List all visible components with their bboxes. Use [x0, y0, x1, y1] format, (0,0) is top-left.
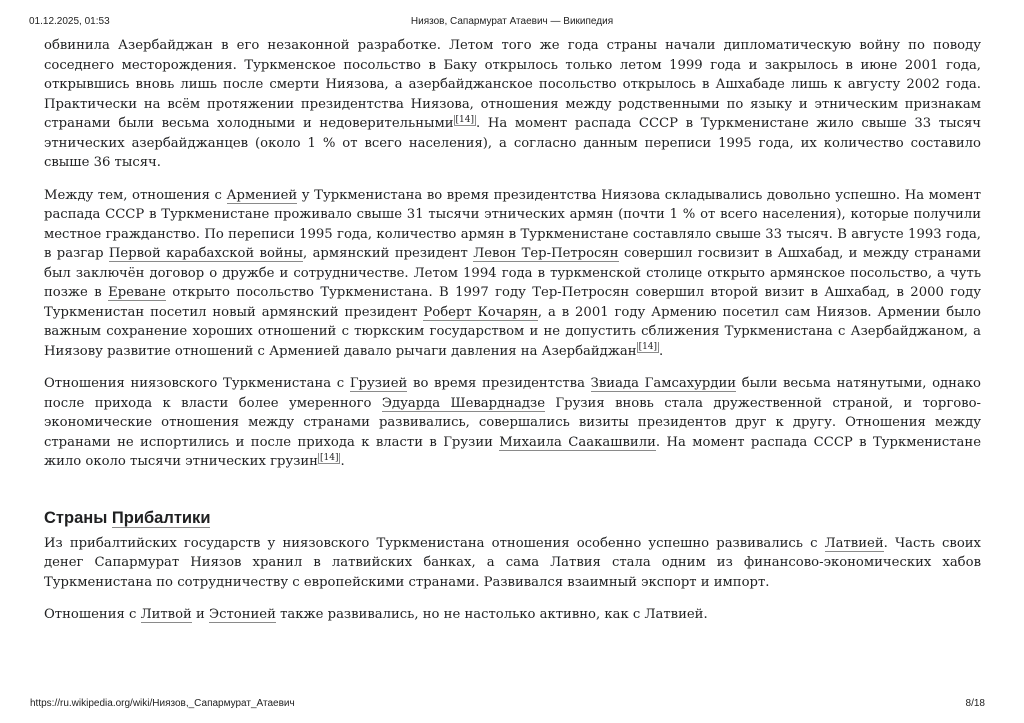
reference-link[interactable]: [14] — [638, 342, 658, 353]
paragraph-lithuania-estonia — [44, 605, 981, 625]
text: . На момент распада СССР в Туркменистане жило свыше 33 тысяч этнических азербайджанцев (около 1 % от всего населения), а согласно данным переписи 1995 года, их количество составило свыше 36 тысяч. — [44, 116, 981, 170]
link-baltic-states[interactable]: Прибалтики — [111, 508, 211, 527]
page-url: https://ru.wikipedia.org/wiki/Ниязов,_Сапармурат_Атаевич — [30, 698, 295, 709]
text: были весьма натянутыми, однако после прихода к власти более умеренного — [44, 376, 981, 411]
link-latvia[interactable]: Латвией — [824, 535, 884, 551]
link-zviad-gamsakhurdia[interactable]: Звиада Гамсахурдии — [590, 376, 737, 391]
link-lithuania[interactable]: Литвой — [140, 607, 192, 622]
link-georgia[interactable]: Грузией — [349, 376, 408, 391]
paragraph-azerbaijan — [44, 36, 981, 173]
text: Грузия вновь стала дружественной страной, и торгово-экономические отношения между странами развивались, совершались визиты президентов друг к другу. Отношения между странами не испортились и после прихода к власти в Грузии — [44, 395, 981, 450]
text: во время президентства — [407, 376, 591, 391]
link-eduard-shevardnadze[interactable]: Эдуарда Шеварднадзе — [381, 395, 545, 411]
link-first-karabakh-war[interactable]: Первой карабахской войны — [108, 246, 303, 261]
paragraph-latvia — [44, 534, 981, 593]
link-robert-kocharyan[interactable]: Роберт Кочарян — [423, 304, 538, 320]
section-heading-baltic — [44, 506, 981, 530]
link-estonia[interactable]: Эстонией — [209, 607, 276, 622]
text: у Туркменистана во время президентства Ниязова складывались довольно успешно. На момент распада СССР в Туркменистане проживало свыше 31 тысячи этнических армян (почти 1 % от всего населения), которые получили местное гражданство. По переписи 1995 года, количество армян в Туркменистане составляло свыше 33 тысяч. В августе 1993 года, в разгар — [44, 187, 982, 261]
text: . — [659, 343, 664, 359]
text: . — [340, 454, 345, 469]
reference-link[interactable]: [14] — [455, 114, 475, 125]
text: также развивались, но не настолько активно, как с Латвией. — [275, 607, 708, 622]
text: . На момент распада СССР в Туркменистане жило около тысячи этнических грузин — [44, 434, 982, 469]
text: и — [191, 607, 210, 622]
link-levon-ter-petrosyan[interactable]: Левон Тер-Петросян — [473, 246, 619, 261]
link-armenia[interactable]: Арменией — [226, 187, 298, 203]
text: Между тем, отношения с — [44, 187, 227, 203]
print-page-title: Ниязов, Сапармурат Атаевич — Википедия — [410, 16, 614, 27]
text: совершил госвизит в Ашхабад, и между странами был заключён договор о дружбе и сотрудничестве. Летом 1994 года в туркменской столице открыто армянское посольство, а чуть позже в — [44, 246, 981, 300]
text: , армянский президент — [303, 246, 474, 261]
link-mikheil-saakashvili[interactable]: Михаила Саакашвили — [499, 434, 656, 450]
heading-text: Страны — [44, 508, 112, 527]
text: обвинила Азербайджан в его незаконной разработке. Летом того же года страны начали дипломатическую войну по поводу соседнего месторождения. Туркменское посольство в Баку открылось только летом 1999 года и закрылось в июне 2001 года, открывшись вновь лишь после смерти Ниязова, а азербайджанское посольство открылось в Ашхабаде лишь к августу 2002 года. Практически на всём протяжении президентства Ниязова, отношения между родственными по языку и этническим признакам странами были весьма холодными и недоверительными — [44, 38, 981, 131]
text: Из прибалтийских государств у ниязовского Туркменистана отношения особенно успешно развивались с — [44, 535, 825, 551]
text: . Часть своих денег Сапармурат Ниязов хранил в латвийских банках, а сама Латвия стала одним из финансово-экономических хабов Туркменистана по сотрудничеству с европейскими странами. Развивался взаимный экспорт и импорт. — [44, 535, 981, 590]
paragraph-armenia — [44, 186, 981, 362]
article-content — [44, 36, 981, 638]
link-yerevan[interactable]: Ереване — [108, 285, 166, 300]
text: Отношения с — [44, 607, 141, 622]
paragraph-georgia — [44, 374, 981, 472]
text: , а в 2001 году Армению посетил сам Ниязов. Армении было важным сохранение хороших отношений с тюркским государством и не допустить сближения Туркменистана с Азербайджаном, а Ниязову развитие отношений с Арменией давало рычаги давления на Азербайджан — [44, 304, 981, 359]
text: Отношения ниязовского Туркменистана с — [44, 376, 350, 391]
reference-link[interactable]: [14] — [319, 452, 339, 463]
text: открыто посольство Туркменистана. В 1997 году Тер-Петросян совершил второй визит в Ашхабад, в 2000 году Туркменистан посетил новый армянский президент — [44, 285, 981, 320]
page-number: 8/18 — [965, 698, 985, 709]
print-datetime: 01.12.2025, 01:53 — [29, 16, 110, 27]
